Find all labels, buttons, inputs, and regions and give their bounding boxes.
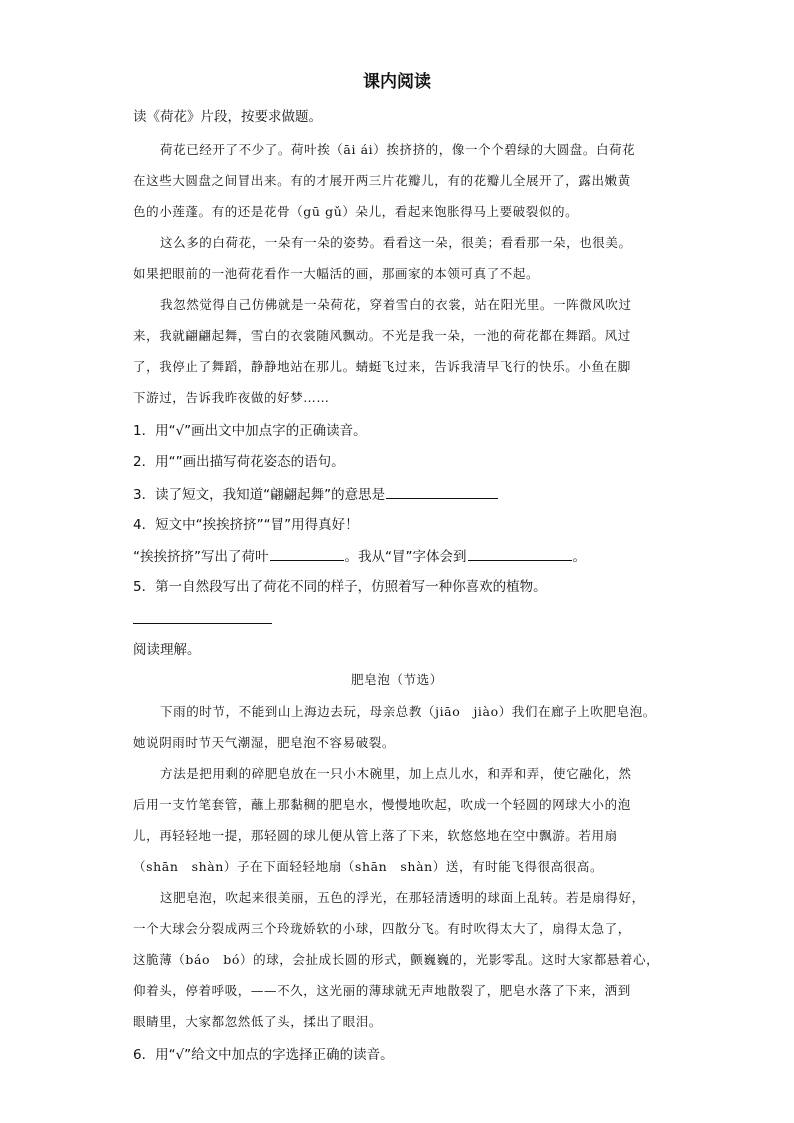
passage2-line-6: （shān shàn）子在下面轻轻地扇（shān shàn）送，有时能飞得很高很高。	[133, 859, 604, 874]
passage2-line-8: 一个大球会分裂成两三个玲珑娇软的小球，四散分飞。有时吹得太大了，扇得太急了，	[133, 921, 631, 936]
passage1-line-2: 在这些大圆盘之间冒出来。有的才展开两三片花瓣儿，有的花瓣儿全展开了，露出嫩黄	[133, 173, 631, 188]
passage1-line-1: 荷花已经开了不少了。荷叶挨（āi ái）挨挤挤的，像一个个碧绿的大圆盘。白荷花	[160, 142, 636, 157]
question-6: 6．用“√”给文中加点的字选择正确的读音。	[133, 1047, 394, 1063]
answer-blank-q4-2[interactable]	[468, 546, 572, 561]
passage1-line-9: 下游过，告诉我昨夜做的好梦……	[133, 390, 330, 405]
section2-intro: 阅读理解。	[133, 642, 201, 658]
passage1-line-8: 了，我停止了舞蹈，静静地站在那儿。蜻蜓飞过来，告诉我清早飞行的快乐。小鱼在脚	[133, 359, 631, 374]
passage2-line-4: 后用一支竹笔套管，蘸上那黏稠的肥皂水，慢慢地吹起，吹成一个轻圆的网球大小的泡	[133, 797, 631, 812]
passage1-line-3: 色的小莲蓬。有的还是花骨（gū gǔ）朵儿，看起来饱胀得马上要破裂似的。	[133, 204, 579, 219]
passage1-line-6: 我忽然觉得自己仿佛就是一朵荷花，穿着雪白的衣裳，站在阳光里。一阵微风吹过	[160, 297, 632, 312]
q4-answer-text-1: “挨挨挤挤”写出了荷叶	[133, 549, 269, 565]
question-1: 1．用“√”画出文中加点字的正确读音。	[133, 423, 367, 439]
passage2-title: 肥皂泡（节选）	[351, 672, 443, 687]
passage2-line-3: 方法是把用剩的碎肥皂放在一只小木碗里，加上点儿水，和弄和弄，使它融化，然	[160, 766, 632, 781]
question-5: 5．第一自然段写出了荷花不同的样子，仿照着写一种你喜欢的植物。	[133, 579, 547, 595]
q4-answer-text-2: 。我从“冒”字体会到	[344, 549, 467, 565]
question-3-text: 3．读了短文，我知道“翩翩起舞”的意思是	[133, 487, 386, 503]
question-4: 4．短文中“挨挨挤挤”“冒”用得真好！	[133, 517, 359, 533]
answer-blank-q5[interactable]	[133, 623, 272, 624]
question-2: 2．用“”画出描写荷花姿态的语句。	[133, 454, 345, 470]
passage2-line-5: 儿，再轻轻地一提，那轻圆的球儿便从管上落了下来，软悠悠地在空中飘游。若用扇	[133, 828, 618, 843]
question-3	[133, 484, 499, 505]
passage1-line-7: 来，我就翩翩起舞，雪白的衣裳随风飘动。不光是我一朵，一池的荷花都在舞蹈。风过	[133, 328, 631, 343]
q4-answer-text-3: 。	[572, 549, 586, 565]
passage2-line-11: 眼睛里，大家都忽然低了头，揉出了眼泪。	[133, 1014, 382, 1029]
page-title: 课内阅读	[363, 72, 431, 92]
passage2-line-9: 这脆薄（báo bó）的球，会扯成长圆的形式，颤巍巍的，光影零乱。这时大家都悬着心，	[133, 952, 660, 967]
passage2-line-10: 仰着头，停着呼吸，——不久，这光丽的薄球就无声地散裂了，肥皂水落了下来，洒到	[133, 983, 631, 998]
question-4-answer-line	[133, 546, 586, 567]
passage1-line-5: 如果把眼前的一池荷花看作一大幅活的画，那画家的本领可真了不起。	[133, 266, 540, 281]
passage1-line-4: 这么多的白荷花，一朵有一朵的姿势。看看这一朵，很美；看看那一朵，也很美。	[160, 235, 632, 250]
passage2-line-7: 这肥皂泡，吹起来很美丽，五色的浮光，在那轻清透明的球面上乱转。若是扇得好，	[160, 890, 645, 905]
section1-intro: 读《荷花》片段，按要求做题。	[133, 109, 322, 125]
passage2-line-2: 她说阴雨时节天气潮湿，肥皂泡不容易破裂。	[133, 735, 396, 750]
answer-blank-q3[interactable]	[386, 484, 498, 499]
answer-blank-q4-1[interactable]	[270, 546, 344, 561]
passage2-line-1: 下雨的时节，不能到山上海边去玩，母亲总教（jiāo jiào）我们在廊子上吹肥皂泡。	[160, 704, 656, 719]
